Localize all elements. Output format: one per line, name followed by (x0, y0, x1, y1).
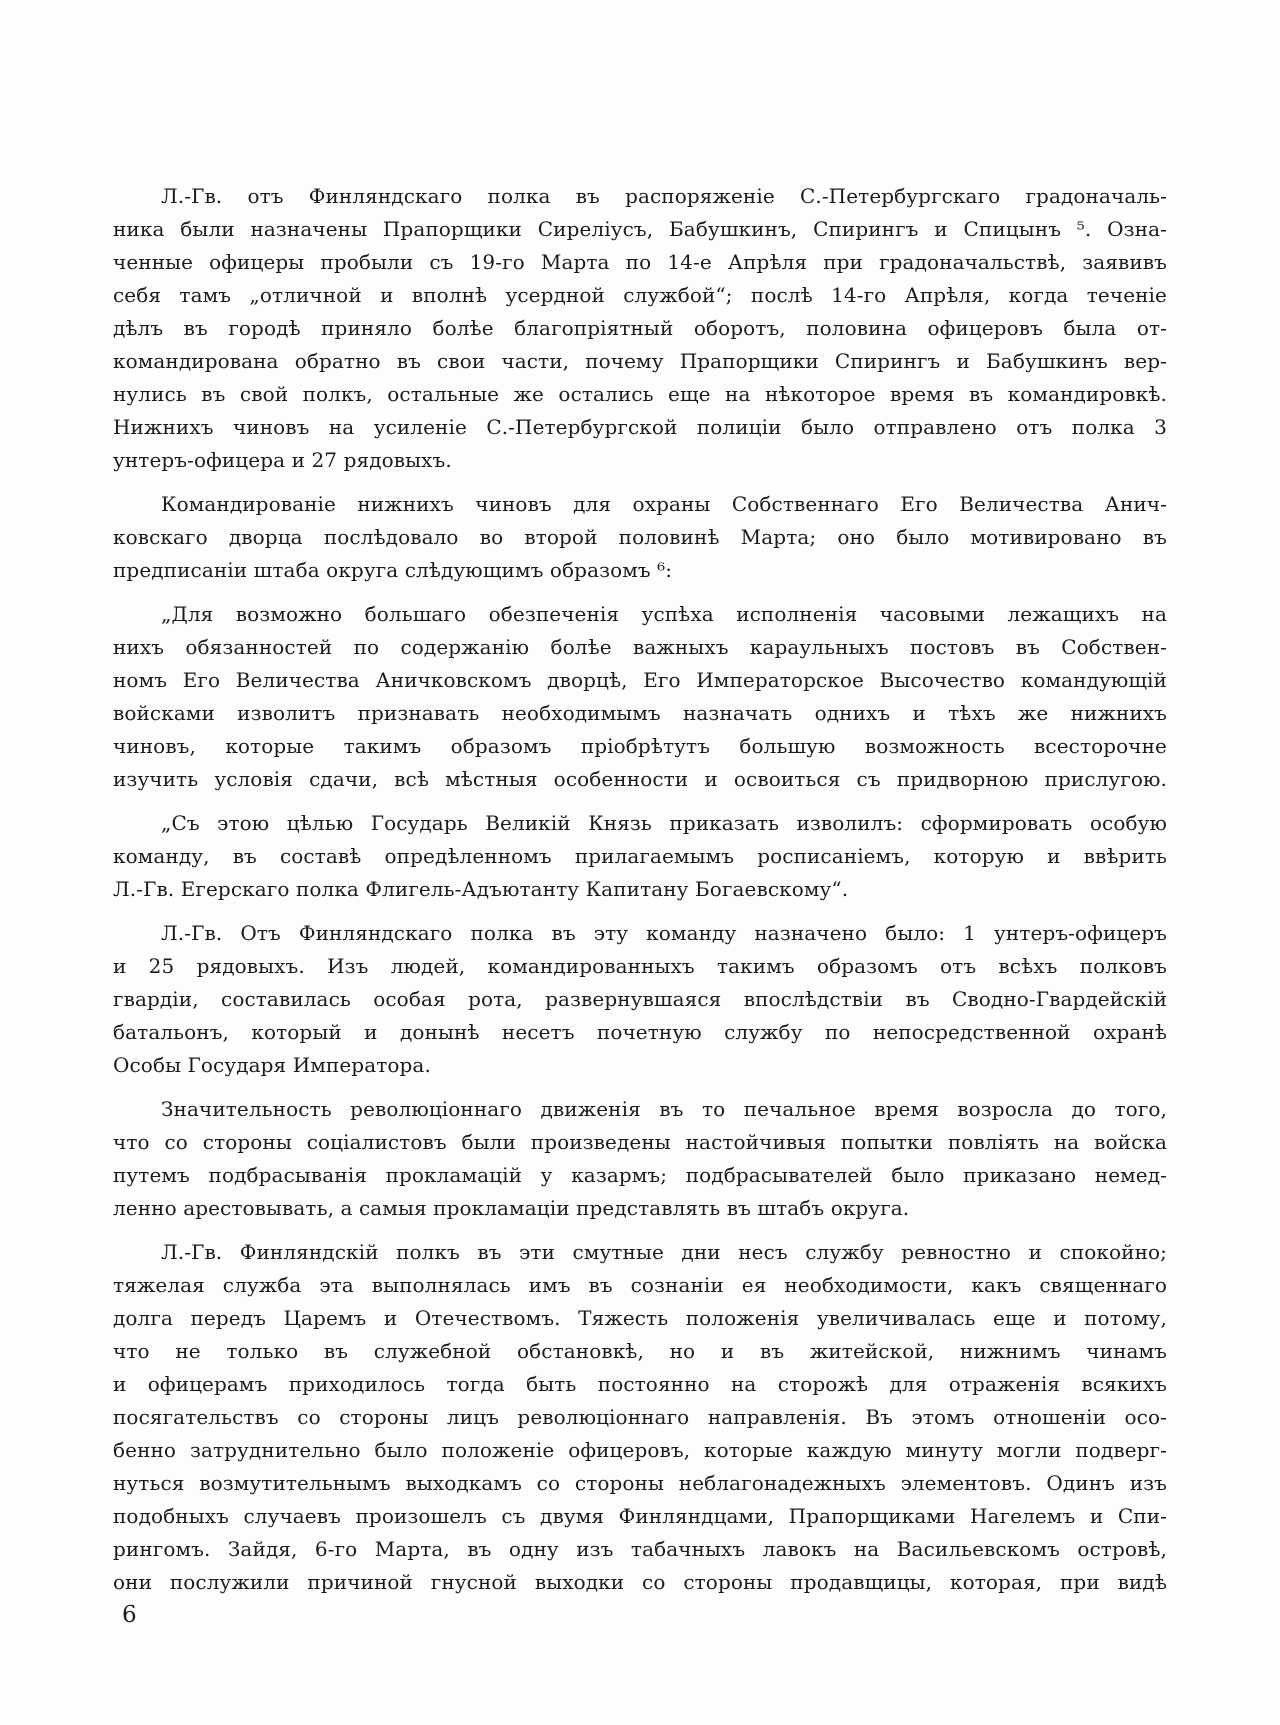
text-line: что не только въ служебной обстановкѣ, но и въ житейской, нижнимъ чинамъ (113, 1339, 1167, 1363)
text-line: ченные офицеры пробыли съ 19-го Марта по 14-е Апрѣля при градоначальствѣ, заявивъ (113, 250, 1167, 274)
text-line: Нижнихъ чиновъ на усиленіе С.-Петербургской полиціи было отправлено отъ полка 3 (113, 415, 1167, 439)
text-line: изучить условія сдачи, всѣ мѣстныя особенности и освоиться съ придворною прислугою. (113, 767, 1167, 791)
text-line: бенно затруднительно было положеніе офицеровъ, которые каждую минуту могли подверг- (113, 1438, 1167, 1462)
paragraph (113, 1236, 1167, 1599)
text-line: и офицерамъ приходилось тогда быть постоянно на сторожѣ для отраженія всякихъ (113, 1372, 1167, 1396)
text-line: гвардіи, составилась особая рота, развернувшаяся впослѣдствіи въ Сводно-Гвардейскій (113, 987, 1167, 1011)
text-line: Л.-Гв. отъ Финляндскаго полка въ распоряженіе С.-Петербургскаго градоначаль- (161, 184, 1167, 208)
text-line: долга передъ Царемъ и Отечествомъ. Тяжесть положенія увеличивалась еще и потому, (113, 1306, 1167, 1330)
text-line: командирована обратно въ свои части, почему Прапорщики Спирингъ и Бабушкинъ вер- (113, 349, 1167, 373)
text-line: Командированіе нижнихъ чиновъ для охраны Собственнаго Его Величества Анич- (161, 492, 1167, 516)
paragraph (113, 917, 1167, 1082)
text-line: команду, въ составѣ опредѣленномъ прилагаемымъ росписаніемъ, которую и ввѣрить (113, 844, 1167, 868)
text-line: Особы Государя Императора. (113, 1053, 431, 1077)
text-line: унтеръ-офицера и 27 рядовыхъ. (113, 448, 452, 472)
text-line: тяжелая служба эта выполнялась имъ въ сознаніи ея необходимости, какъ священнаго (113, 1273, 1167, 1297)
text-line: дѣлъ въ городѣ приняло болѣе благопріятный оборотъ, половина офицеровъ была от- (113, 316, 1167, 340)
text-block (113, 180, 1167, 1610)
text-line: ника были назначены Прапорщики Сиреліусъ, Бабушкинъ, Спирингъ и Спицынъ ⁵. Озна- (113, 217, 1167, 241)
text-line: что со стороны соціалистовъ были произведены настойчивыя попытки повліять на войска (113, 1130, 1167, 1154)
text-line: нихъ обязанностей по содержанію болѣе важныхъ караульныхъ постовъ въ Собствен- (113, 635, 1167, 659)
text-line: подобныхъ случаевъ произошелъ съ двумя Финляндцами, Прапорщиками Нагелемъ и Спи- (113, 1504, 1167, 1528)
paragraph (113, 807, 1167, 906)
text-line: нуться возмутительнымъ выходкамъ со стороны неблагонадежныхъ элементовъ. Одинъ изъ (113, 1471, 1167, 1495)
paragraph (113, 598, 1167, 796)
text-line: нулись въ свой полкъ, остальные же остались еще на нѣкоторое время въ командировкѣ. (113, 382, 1167, 406)
text-line: чиновъ, которые такимъ образомъ пріобрѣтутъ большую возможность всесторочне (113, 734, 1167, 758)
text-line: посягательствъ со стороны лицъ революціоннаго направленія. Въ этомъ отношеніи осо- (113, 1405, 1167, 1429)
text-line: Значительность революціоннаго движенія въ то печальное время возросла до того, (161, 1097, 1167, 1121)
text-line: Л.-Гв. Отъ Финляндскаго полка въ эту команду назначено было: 1 унтеръ-офицеръ (161, 921, 1167, 945)
text-line: они послужили причиной гнусной выходки со стороны продавщицы, которая, при видѣ (113, 1570, 1167, 1594)
text-line: „Для возможно большаго обезпеченія успѣха исполненія часовыми лежащихъ на (161, 602, 1167, 626)
text-line: батальонъ, который и донынѣ несетъ почетную службу по непосредственной охранѣ (113, 1020, 1167, 1044)
text-line: и 25 рядовыхъ. Изъ людей, командированныхъ такимъ образомъ отъ всѣхъ полковъ (113, 954, 1167, 978)
text-line: рингомъ. Зайдя, 6-го Марта, въ одну изъ табачныхъ лавокъ на Васильевскомъ островѣ, (113, 1537, 1167, 1561)
text-line: „Съ этою цѣлью Государь Великій Князь приказать изволилъ: сформировать особую (161, 811, 1167, 835)
paragraph (113, 180, 1167, 477)
text-line: путемъ подбрасыванія прокламацій у казармъ; подбрасывателей было приказано немед- (113, 1163, 1167, 1187)
paragraph (113, 1093, 1167, 1225)
text-line: себя тамъ „отличной и вполнѣ усердной службой“; послѣ 14-го Апрѣля, когда теченіе (113, 283, 1167, 307)
text-line: номъ Его Величества Аничковскомъ дворцѣ, Его Императорское Высочество командующій (113, 668, 1167, 692)
text-line: ковскаго дворца послѣдовало во второй половинѣ Марта; оно было мотивировано въ (113, 525, 1167, 549)
text-line: предписаніи штаба округа слѣдующимъ образомъ ⁶: (113, 558, 673, 582)
text-line: войсками изволитъ признавать необходимымъ назначать однихъ и тѣхъ же нижнихъ (113, 701, 1167, 725)
paragraph (113, 488, 1167, 587)
text-line: Л.-Гв. Финляндскій полкъ въ эти смутные дни несъ службу ревностно и спокойно; (161, 1240, 1167, 1264)
text-line: ленно арестовывать, а самыя прокламаціи представлять въ штабъ округа. (113, 1196, 910, 1220)
page-number: 6 (122, 1602, 137, 1628)
text-line: Л.-Гв. Егерскаго полка Флигель-Адъютанту Капитану Богаевскому“. (113, 877, 849, 901)
